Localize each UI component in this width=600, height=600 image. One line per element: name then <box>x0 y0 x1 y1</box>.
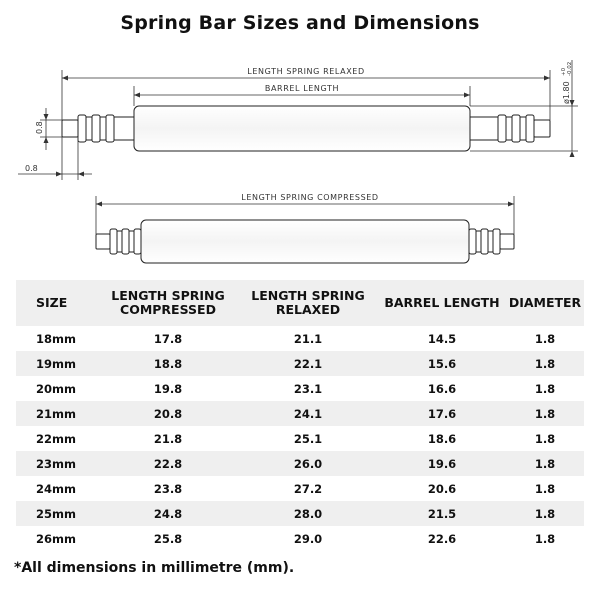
cell-compressed: 21.8 <box>153 431 183 446</box>
cell-size: 18mm <box>36 331 76 346</box>
cell-relaxed: 29.0 <box>293 531 323 546</box>
cell-barrel: 21.5 <box>378 501 506 526</box>
cell-barrel: 16.6 <box>427 381 457 396</box>
cell-barrel: 20.6 <box>427 481 457 496</box>
spring-bar-drawing <box>0 0 600 280</box>
table-header-row <box>16 280 584 326</box>
page-title: Spring Bar Sizes and Dimensions <box>120 12 480 34</box>
length-relaxed-label: LENGTH SPRING RELAXED <box>247 67 365 76</box>
cell-compressed: 20.8 <box>98 401 238 426</box>
cell-compressed: 17.8 <box>153 331 183 346</box>
table-row <box>16 376 584 401</box>
cell-barrel: 17.6 <box>378 401 506 426</box>
cell-compressed: 18.8 <box>98 351 238 376</box>
header-length-compressed: LENGTH SPRING COMPRESSED <box>98 280 238 326</box>
cell-relaxed: 23.1 <box>293 381 323 396</box>
cell-diameter: 1.8 <box>506 501 584 526</box>
cell-diameter: 1.8 <box>534 481 556 496</box>
cell-size: 23mm <box>16 451 98 476</box>
header-diameter: DIAMETER <box>506 280 584 326</box>
cell-barrel: 14.5 <box>427 331 457 346</box>
compressed-spring-bar <box>96 220 514 263</box>
barrel-length-label: BARREL LENGTH <box>264 84 340 93</box>
cell-relaxed: 21.1 <box>293 331 323 346</box>
table-row <box>16 526 584 551</box>
cell-diameter: 1.8 <box>506 451 584 476</box>
cell-compressed: 22.8 <box>98 451 238 476</box>
cell-size: 26mm <box>36 531 76 546</box>
footnote: *All dimensions in millimetre (mm). <box>14 560 295 576</box>
cell-diameter: 1.8 <box>534 381 556 396</box>
dimensions-table <box>16 280 584 551</box>
table-row <box>16 351 584 376</box>
cell-diameter: 1.8 <box>506 401 584 426</box>
cell-size: 25mm <box>16 501 98 526</box>
table-row <box>16 476 584 501</box>
cell-size: 19mm <box>16 351 98 376</box>
diameter-label: ø1.80 <box>562 81 571 104</box>
tip-length-label: 0.8 <box>25 164 38 173</box>
cell-relaxed: 27.2 <box>293 481 323 496</box>
cell-diameter: 1.8 <box>534 331 556 346</box>
cell-size: 22mm <box>36 431 76 446</box>
relaxed-spring-bar <box>62 106 550 151</box>
dimension-tip-length <box>18 137 92 180</box>
cell-barrel: 19.6 <box>378 451 506 476</box>
table-row <box>16 401 584 426</box>
cell-barrel: 22.6 <box>427 531 457 546</box>
cell-barrel: 18.6 <box>427 431 457 446</box>
cell-barrel: 15.6 <box>378 351 506 376</box>
length-compressed-label: LENGTH SPRING COMPRESSED <box>241 193 379 202</box>
table-row <box>16 451 584 476</box>
cell-relaxed: 22.1 <box>238 351 378 376</box>
diameter-tolerance-top: +0 <box>561 67 567 76</box>
header-barrel-length: BARREL LENGTH <box>378 280 506 326</box>
cell-relaxed: 28.0 <box>238 501 378 526</box>
table-row <box>16 501 584 526</box>
cell-size: 24mm <box>36 481 76 496</box>
dimensions-table-wrapper <box>16 280 584 551</box>
cell-size: 21mm <box>16 401 98 426</box>
cell-size: 20mm <box>36 381 76 396</box>
cell-diameter: 1.8 <box>534 531 556 546</box>
cell-diameter: 1.8 <box>506 351 584 376</box>
tip-diameter-label: 0.8 <box>35 121 44 134</box>
cell-compressed: 24.8 <box>98 501 238 526</box>
cell-diameter: 1.8 <box>534 431 556 446</box>
header-size: SIZE <box>16 280 98 326</box>
cell-compressed: 19.8 <box>153 381 183 396</box>
table-row <box>16 426 584 451</box>
cell-compressed: 23.8 <box>153 481 183 496</box>
cell-compressed: 25.8 <box>153 531 183 546</box>
cell-relaxed: 26.0 <box>238 451 378 476</box>
cell-relaxed: 25.1 <box>293 431 323 446</box>
diameter-tolerance-bottom: -0.02 <box>567 61 573 76</box>
cell-relaxed: 24.1 <box>238 401 378 426</box>
header-length-relaxed: LENGTH SPRING RELAXED <box>238 280 378 326</box>
table-row <box>16 326 584 351</box>
